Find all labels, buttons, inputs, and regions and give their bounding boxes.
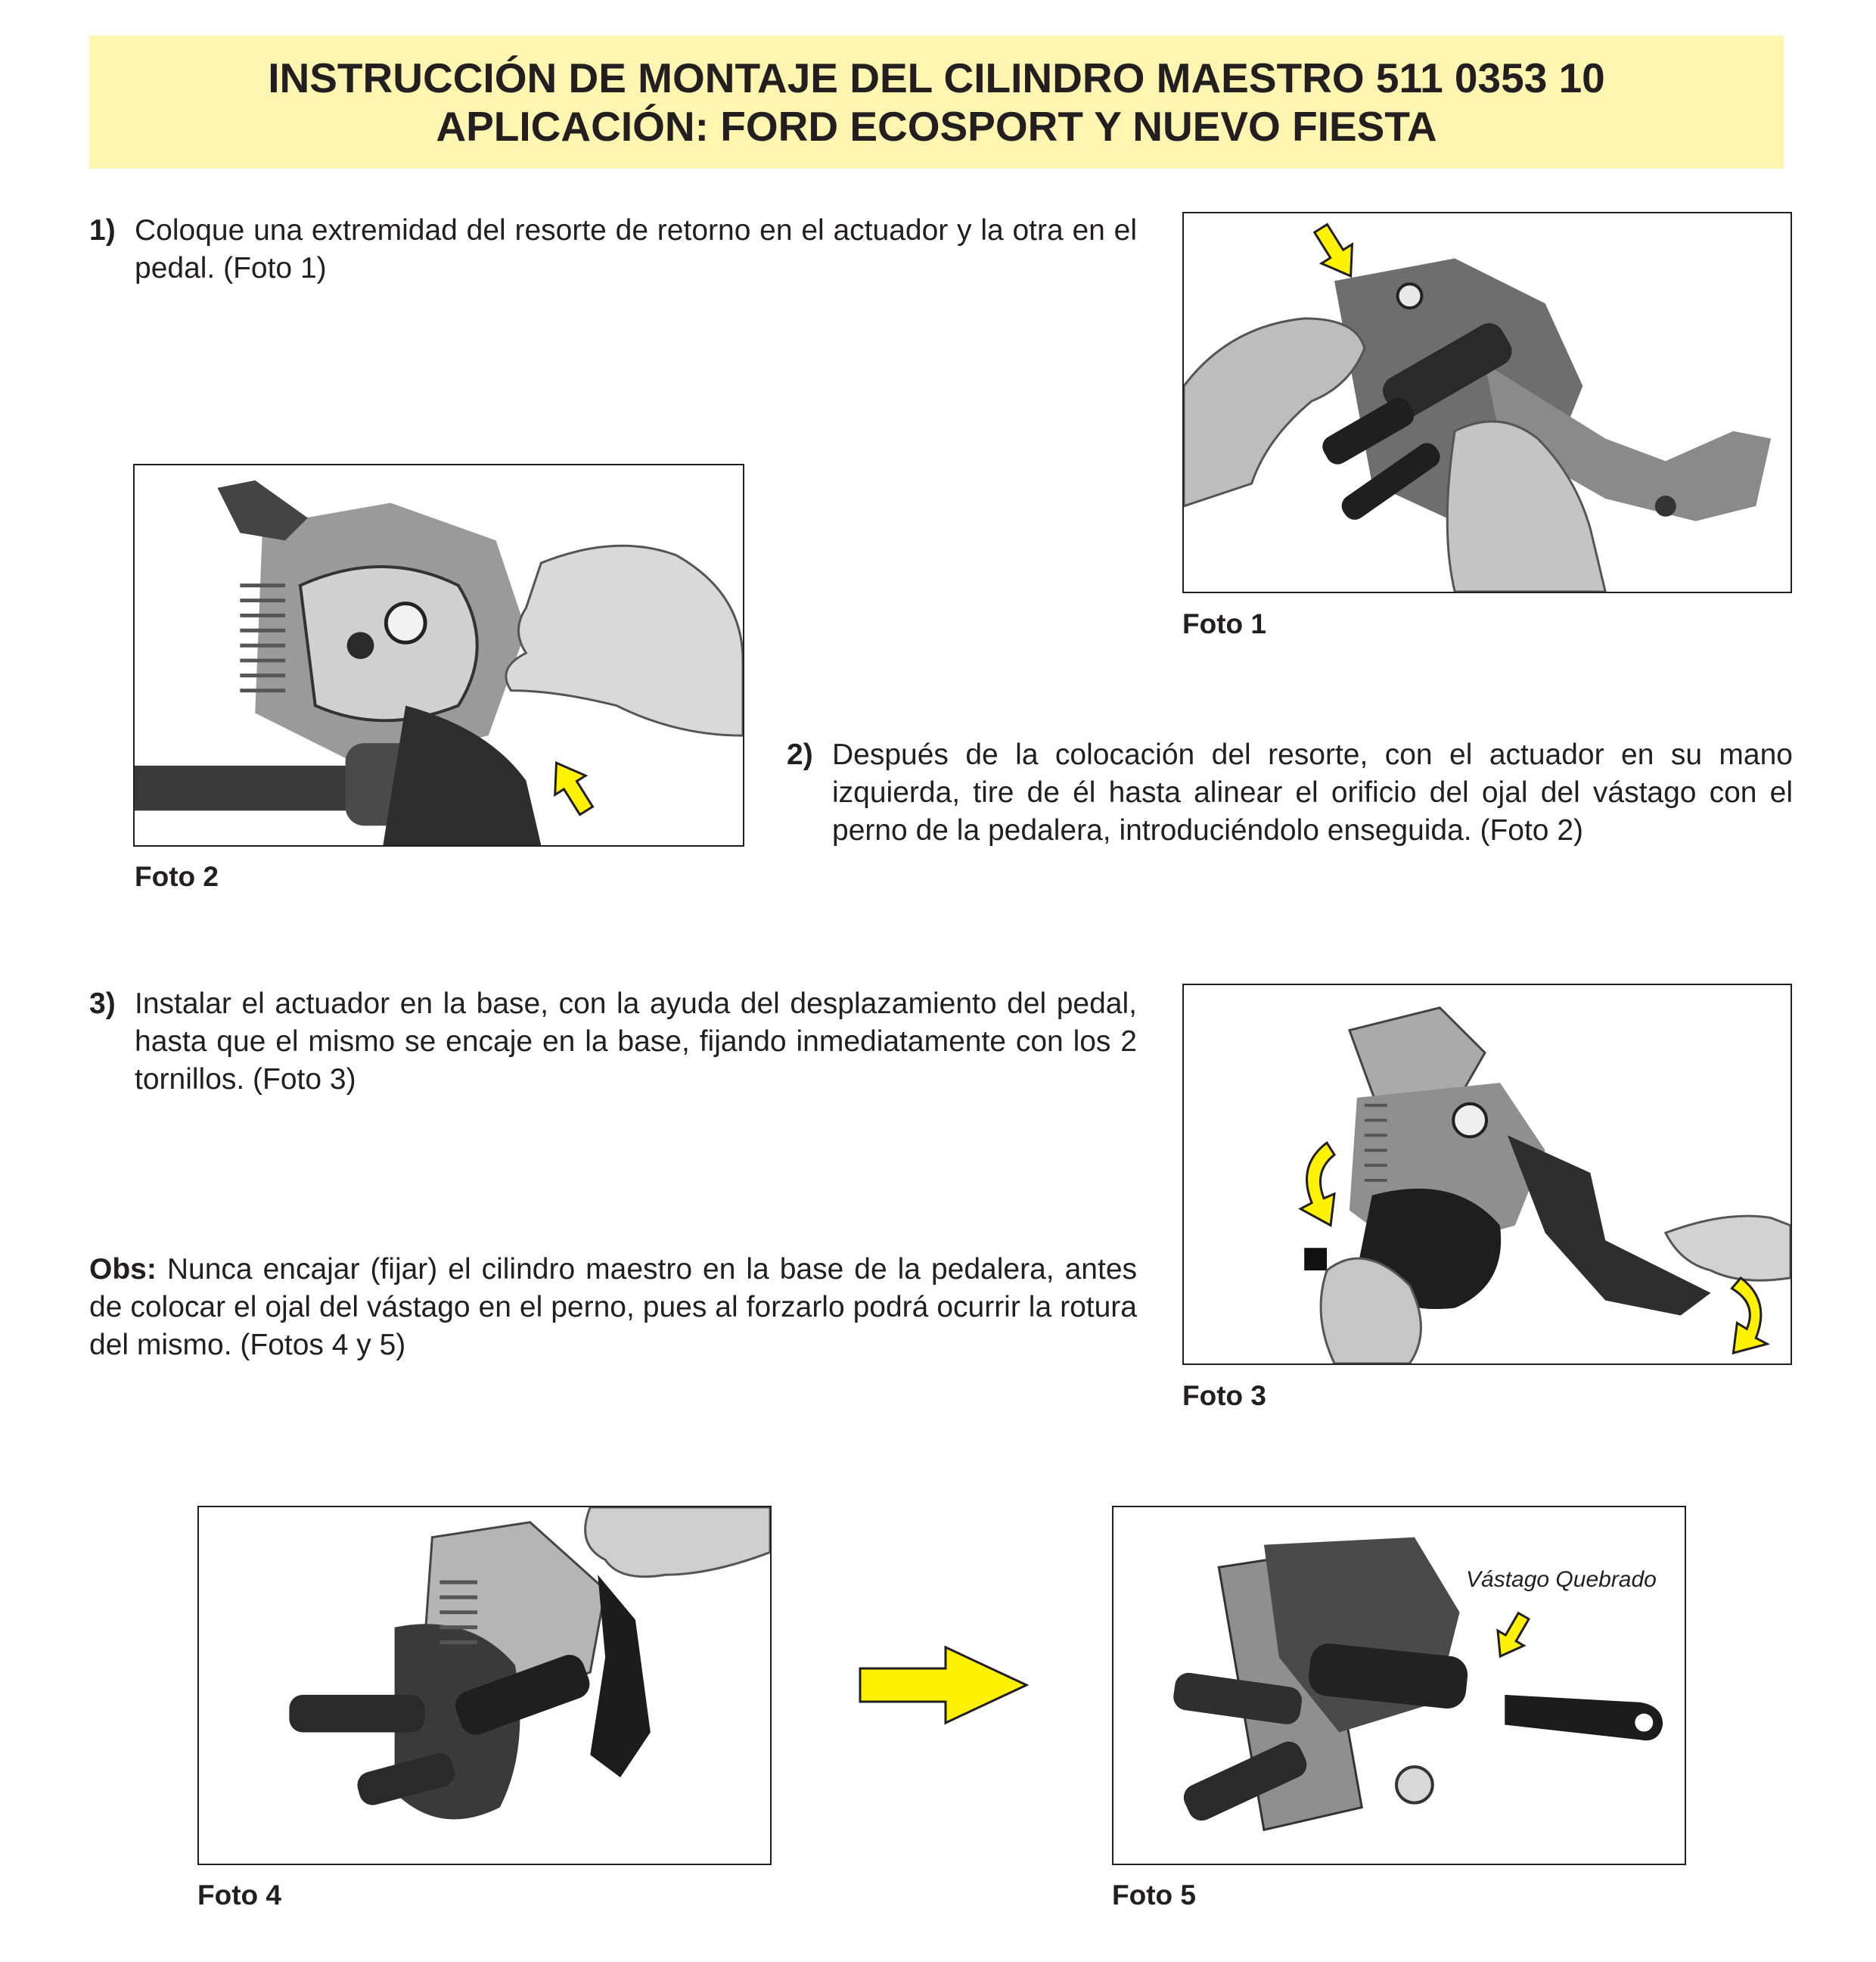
broken-rod-annotation: Vástago Quebrado: [1466, 1567, 1657, 1592]
photo-1: [1182, 212, 1792, 593]
step-2-text: Después de la colocación del resorte, con el actuador en su mano izquierda, tire de él hasta alinear el orificio del ojal del vástago con el perno de la pedalera, introduciéndolo enseguida. (Foto 2): [832, 738, 1793, 847]
photo-1-caption: Foto 1: [1182, 608, 1266, 639]
photo-5: [1112, 1506, 1686, 1865]
step-3: [89, 985, 1137, 1099]
step-1-text: Coloque una extremidad del resorte de retorno en el actuador y la otra en el pedal. (Foto 1): [135, 214, 1137, 285]
photo-4-caption: Foto 4: [197, 1880, 281, 1911]
photo-4: [197, 1506, 772, 1865]
photo-3: [1182, 984, 1792, 1365]
title-line-2: APLICACIÓN: FORD ECOSPORT Y NUEVO FIESTA: [436, 103, 1437, 150]
title-banner: [89, 36, 1784, 169]
step-3-text: Instalar el actuador en la base, con la ayuda del desplazamiento del pedal, hasta que el mismo se encaje en la base, fijando inmediatamente con los 2 tornillos. (Foto 3): [135, 987, 1137, 1096]
step-2: [787, 736, 1793, 850]
observation: [89, 1251, 1137, 1364]
photo-5-caption: Foto 5: [1112, 1880, 1196, 1911]
step-1-number: 1): [89, 214, 116, 247]
photo-2-caption: Foto 2: [135, 861, 219, 892]
photo-3-caption: Foto 3: [1182, 1380, 1266, 1411]
right-arrow-icon: [859, 1646, 1029, 1725]
step-3-number: 3): [89, 987, 116, 1020]
title-line-1: INSTRUCCIÓN DE MONTAJE DEL CILINDRO MAESTRO 511 0353 10: [268, 54, 1605, 101]
photo-2: [133, 464, 744, 847]
step-2-number: 2): [787, 738, 813, 771]
observation-text: Nunca encajar (fijar) el cilindro maestro en la base de la pedalera, antes de colocar el ojal del vástago en el perno, pues al forzarlo podrá ocurrir la rotura del mismo. (Fotos 4 y 5): [89, 1253, 1138, 1361]
observation-label: Obs:: [89, 1253, 157, 1286]
step-1: [89, 212, 1137, 288]
